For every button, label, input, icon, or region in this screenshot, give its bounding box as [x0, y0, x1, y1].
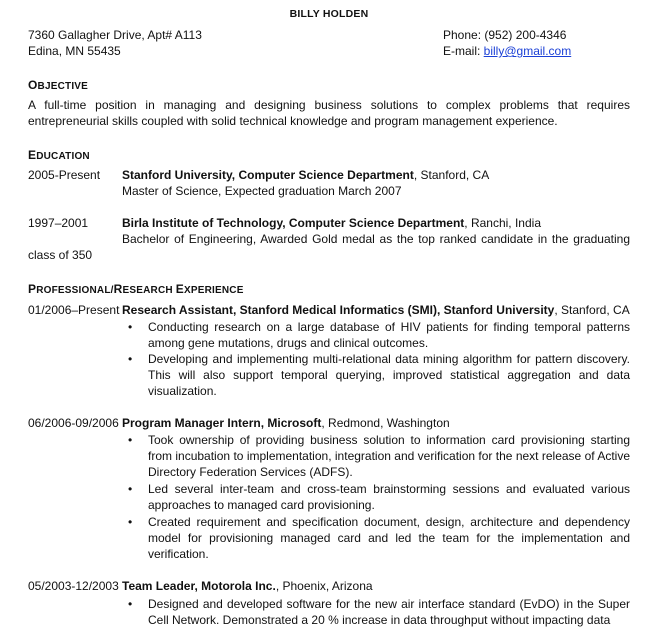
job-title: Program Manager Intern, Microsoft, Redmond, Washington [122, 416, 450, 430]
education-detail: Bachelor of Engineering, Awarded Gold medal as the top ranked candidate in the graduating [122, 232, 630, 246]
education-institution: Stanford University, Computer Science Department, Stanford, CA [122, 168, 490, 182]
job-bullet: Led several inter-team and cross-team brainstorming sessions and evaluated various approaches to managed card provisioning. [148, 482, 630, 512]
bullet-icon: • [128, 482, 133, 496]
job-bullet: Designed and developed software for the new air interface standard (EvDO) in the Super Cell Network. Demonstrated a 20 % increase in data throughput without impacting data [148, 597, 630, 627]
education-dates: 2005-Present [28, 168, 101, 182]
phone-number: Phone: (952) 200-4346 [443, 28, 567, 42]
job-title: Research Assistant, Stanford Medical Informatics (SMI), Stanford University, Stanford, CA [122, 303, 630, 317]
experience-heading: PROFESSIONAL/RESEARCH EXPERIENCE [28, 282, 244, 296]
education-heading: EDUCATION [28, 148, 90, 162]
education-detail-continued: class of 350 [28, 248, 93, 262]
education-institution: Birla Institute of Technology, Computer Science Department, Ranchi, India [122, 216, 541, 230]
email-label: E-mail: [443, 44, 484, 58]
job-bullet: Conducting research on a large database of HIV patients for finding temporal patterns among gene mutations, drugs and clinical outcomes. [148, 320, 630, 350]
job-bullet: Developing and implementing multi-relational data mining algorithm for pattern discovery. This will also support temporal querying, improved statistical aggregation and data visualization. [148, 352, 630, 398]
education-dates: 1997–2001 [28, 216, 89, 230]
bullet-icon: • [128, 597, 133, 611]
bullet-icon: • [128, 352, 133, 366]
job-dates: 05/2003-12/2003 [28, 579, 119, 593]
email-link[interactable]: billy@gmail.com [483, 44, 572, 58]
email-line [443, 43, 571, 59]
bullet-icon: • [128, 515, 133, 529]
education-detail: Master of Science, Expected graduation March 2007 [122, 184, 402, 198]
job-dates: 01/2006–Present [28, 303, 120, 317]
candidate-name: BILLY HOLDEN [289, 8, 369, 20]
bullet-icon: • [128, 433, 133, 447]
job-bullet: Created requirement and specification document, design, architecture and dependency model for provisioning managed card and led the team for the implementation and verification. [148, 515, 630, 561]
bullet-icon: • [128, 320, 133, 334]
objective-heading: OBJECTIVE [28, 78, 89, 92]
address-line-1: 7360 Gallagher Drive, Apt# A113 [28, 28, 202, 42]
job-title: Team Leader, Motorola Inc., Phoenix, Arizona [122, 579, 373, 593]
address-line-2: Edina, MN 55435 [28, 44, 121, 58]
objective-text: A full-time position in managing and designing business solutions to complex problems that requires entrepreneurial skills coupled with solid technical knowledge and program management experience. [28, 98, 630, 128]
job-dates: 06/2006-09/2006 [28, 416, 119, 430]
job-bullet: Took ownership of providing business solution to information card provisioning starting from incubation to implementation, integration and verification for the next release of Active Directory Federation Services (ADFS). [148, 433, 630, 479]
